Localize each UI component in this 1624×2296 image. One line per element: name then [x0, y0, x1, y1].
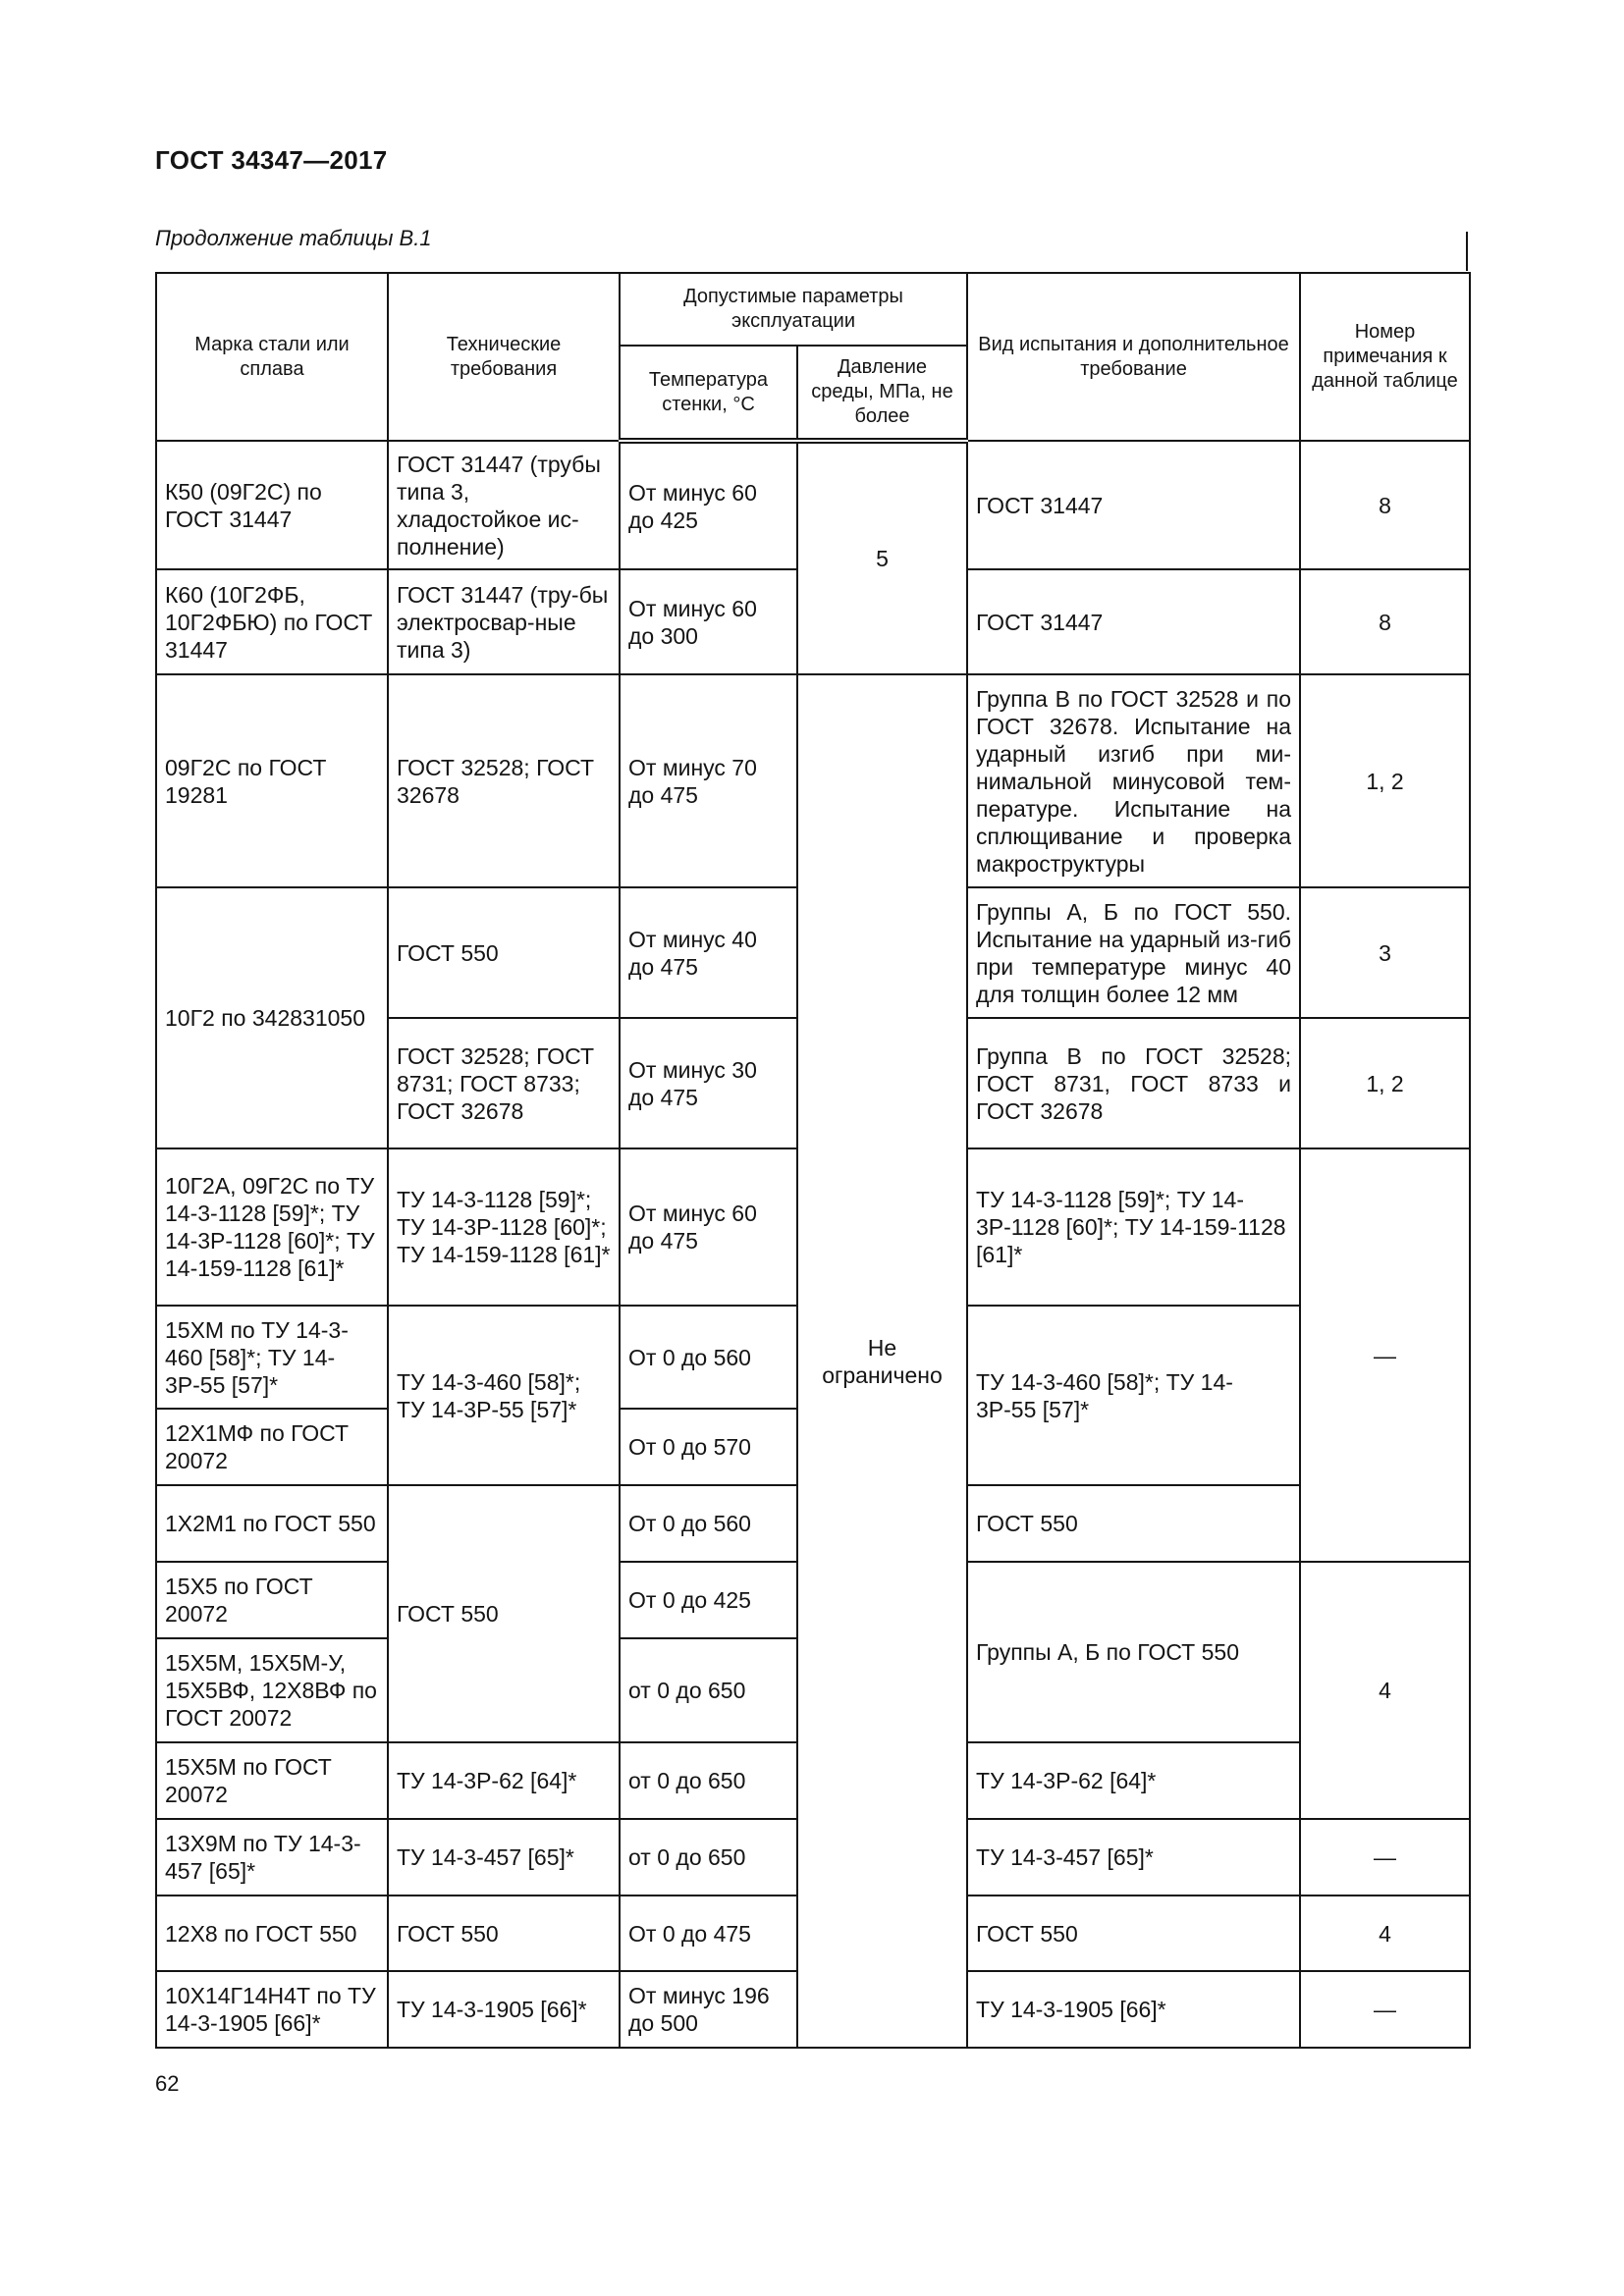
- cell-pressure-group: Не ограничено: [797, 674, 967, 2048]
- cell-requirements: ГОСТ 550: [388, 887, 620, 1018]
- cell-requirements: ГОСТ 31447 (трубы типа 3, хладостойкое ис-полнение): [388, 441, 620, 569]
- cell-test: ГОСТ 31447: [967, 441, 1300, 569]
- cell-temperature: От 0 до 475: [620, 1896, 797, 1971]
- cell-requirements: ТУ 14-3Р-62 [64]*: [388, 1742, 620, 1819]
- cell-test: Группа В по ГОСТ 32528; ГОСТ 8731, ГОСТ 8733 и ГОСТ 32678: [967, 1018, 1300, 1148]
- cell-requirements: ТУ 14-3-1128 [59]*; ТУ 14-3Р-1128 [60]*; ТУ 14-159-1128 [61]*: [388, 1148, 620, 1306]
- cell-grade: 10Г2А, 09Г2С по ТУ 14-3-1128 [59]*; ТУ 14-3Р-1128 [60]*; ТУ 14-159-1128 [61]*: [156, 1148, 388, 1306]
- cell-temperature: От 0 до 560: [620, 1485, 797, 1562]
- steel-grades-table: [155, 272, 1471, 2049]
- cell-note: 4: [1300, 1896, 1470, 1971]
- cell-requirements: ГОСТ 32528; ГОСТ 8731; ГОСТ 8733; ГОСТ 32678: [388, 1018, 620, 1148]
- cell-grade: К50 (09Г2С) по ГОСТ 31447: [156, 441, 388, 569]
- cell-grade: 15ХМ по ТУ 14-3-460 [58]*; ТУ 14-3Р-55 [57]*: [156, 1306, 388, 1409]
- cell-note: —: [1300, 1971, 1470, 2048]
- cell-test: ГОСТ 550: [967, 1896, 1300, 1971]
- cell-temperature: От минус 196 до 500: [620, 1971, 797, 2048]
- cell-requirements: ГОСТ 32528; ГОСТ 32678: [388, 674, 620, 887]
- header-grade: Марка стали или сплава: [156, 273, 388, 441]
- cell-temperature: от 0 до 650: [620, 1638, 797, 1742]
- cell-note: 8: [1300, 569, 1470, 674]
- cell-grade: 10Г2 по 342831050: [156, 887, 388, 1148]
- cell-note: 3: [1300, 887, 1470, 1018]
- cell-test: ТУ 14-3Р-62 [64]*: [967, 1742, 1300, 1819]
- cell-temperature: От минус 30 до 475: [620, 1018, 797, 1148]
- document-header: ГОСТ 34347—2017: [155, 145, 388, 175]
- cell-note: —: [1300, 1819, 1470, 1896]
- cell-test: Группы А, Б по ГОСТ 550: [967, 1562, 1300, 1742]
- table-continuation-line: [1466, 232, 1468, 271]
- cell-pressure-group: 5: [797, 441, 967, 674]
- header-pressure: Давление среды, МПа, не более: [797, 346, 967, 441]
- cell-note: —: [1300, 1148, 1470, 1562]
- header-params-group: Допустимые параметры эксплуатации: [620, 273, 967, 346]
- cell-temperature: От минус 60 до 425: [620, 441, 797, 569]
- cell-temperature: От минус 70 до 475: [620, 674, 797, 887]
- cell-requirements: ГОСТ 550: [388, 1896, 620, 1971]
- cell-test: ГОСТ 31447: [967, 569, 1300, 674]
- cell-test: Группа В по ГОСТ 32528 и по ГОСТ 32678. Испытание на ударный изгиб при ми-нимальной минусовой тем-пературе. Испытание на сплющивание и проверка макроструктуры: [967, 674, 1300, 887]
- header-temperature: Температура стенки, °С: [620, 346, 797, 441]
- cell-grade: 09Г2С по ГОСТ 19281: [156, 674, 388, 887]
- cell-test: ТУ 14-3-457 [65]*: [967, 1819, 1300, 1896]
- cell-grade: 1Х2М1 по ГОСТ 550: [156, 1485, 388, 1562]
- cell-grade: 15Х5М по ГОСТ 20072: [156, 1742, 388, 1819]
- cell-temperature: От минус 40 до 475: [620, 887, 797, 1018]
- cell-requirements: ТУ 14-3-457 [65]*: [388, 1819, 620, 1896]
- cell-note: 8: [1300, 441, 1470, 569]
- cell-test: ТУ 14-3-1128 [59]*; ТУ 14-3Р-1128 [60]*; ТУ 14-159-1128 [61]*: [967, 1148, 1300, 1306]
- cell-grade: 12Х8 по ГОСТ 550: [156, 1896, 388, 1971]
- cell-requirements: ТУ 14-3-460 [58]*; ТУ 14-3Р-55 [57]*: [388, 1306, 620, 1485]
- cell-test: Группы А, Б по ГОСТ 550. Испытание на ударный из-гиб при температуре минус 40 для толщин более 12 мм: [967, 887, 1300, 1018]
- header-requirements: Технические требования: [388, 273, 620, 441]
- cell-temperature: От 0 до 560: [620, 1306, 797, 1409]
- cell-grade: 10Х14Г14Н4Т по ТУ 14-3-1905 [66]*: [156, 1971, 388, 2048]
- cell-grade: 13Х9М по ТУ 14-3-457 [65]*: [156, 1819, 388, 1896]
- cell-grade: 15Х5 по ГОСТ 20072: [156, 1562, 388, 1638]
- header-test: Вид испытания и дополнительное требование: [967, 273, 1300, 441]
- cell-test: ТУ 14-3-460 [58]*; ТУ 14-3Р-55 [57]*: [967, 1306, 1300, 1485]
- cell-grade: 15Х5М, 15Х5М-У, 15Х5ВФ, 12Х8ВФ по ГОСТ 20072: [156, 1638, 388, 1742]
- cell-note: 1, 2: [1300, 1018, 1470, 1148]
- cell-temperature: От 0 до 570: [620, 1409, 797, 1485]
- cell-test: ТУ 14-3-1905 [66]*: [967, 1971, 1300, 2048]
- cell-requirements: ГОСТ 31447 (тру-бы электросвар-ные типа 3): [388, 569, 620, 674]
- cell-grade: 12Х1МФ по ГОСТ 20072: [156, 1409, 388, 1485]
- table-caption: Продолжение таблицы В.1: [155, 226, 432, 250]
- cell-note: 4: [1300, 1562, 1470, 1819]
- cell-temperature: От 0 до 425: [620, 1562, 797, 1638]
- cell-grade: К60 (10Г2ФБ, 10Г2ФБЮ) по ГОСТ 31447: [156, 569, 388, 674]
- cell-requirements: ГОСТ 550: [388, 1485, 620, 1742]
- cell-temperature: от 0 до 650: [620, 1742, 797, 1819]
- cell-note: 1, 2: [1300, 674, 1470, 887]
- cell-requirements: ТУ 14-3-1905 [66]*: [388, 1971, 620, 2048]
- cell-test: ГОСТ 550: [967, 1485, 1300, 1562]
- cell-temperature: От минус 60 до 475: [620, 1148, 797, 1306]
- page-number: 62: [155, 2071, 180, 2096]
- header-note: Номер примечания к данной таблице: [1300, 273, 1470, 441]
- cell-temperature: От минус 60 до 300: [620, 569, 797, 674]
- cell-temperature: от 0 до 650: [620, 1819, 797, 1896]
